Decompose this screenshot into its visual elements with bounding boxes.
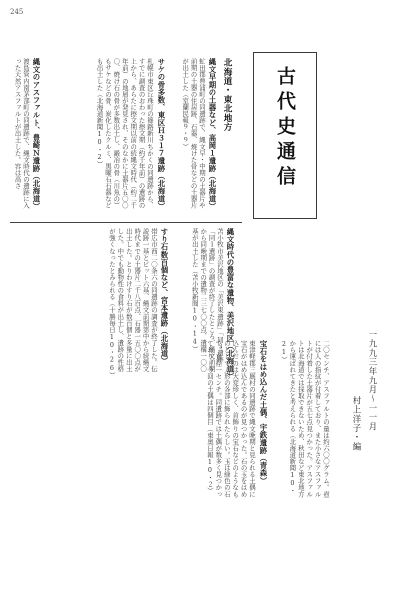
article-body: 渡島管内南茅部町の同遺跡で、縄文時代の遺跡に入った天然アスファルトが出土した。容は高さ	[13, 58, 30, 209]
page-number: 245	[10, 8, 24, 16]
article-body: 二〇センチ、アスファルトの量は約六〇〇グラム。壺には人の指紋が付着しており、また小さなアスファルトが付着した土器片が五七点見つかった。アスファルトは北海道では採取できないため、秋田など東北地方から運ばれてきたと考えられる（北海道新聞10・21）	[279, 340, 330, 498]
article-heading: 縄文早期の土器など、高岡１遺跡（北海道）	[208, 58, 217, 210]
article-heading: 縄文のアスファルト、豊崎Ｎ遺跡（北海道）	[32, 58, 41, 210]
main-title: 古代史通信	[274, 66, 296, 191]
article-body: 苫小牧市美沢地区の「美沢東遺跡」「同３遺跡」「同１遺跡」の調査が終了したところ、縄文前期から同晩期までの遺物二三七〇〇点、遺構一〇〇基が出土した（苫小牧新聞10・14）	[190, 228, 224, 373]
divider-rule	[10, 222, 242, 223]
article-body: 帯広市西二〇条六の同遺跡の調査が終了した。伝説跡一基とピット六基、縄文前期第中から続縄文時代までの土器片二千八百点、石器一五〇〇点が出土した。とりわけすり石が数百個と多量に出土した。中でも動物性の食料が出土し、遺跡の性格が強くなったとみられる（十勝毎日10・26）	[107, 228, 158, 379]
volume-info: 一九九三年九月～一一月	[368, 330, 378, 432]
author: 村上洋子・編	[352, 396, 362, 452]
article-heading: サケの骨多数、東区Ｈ３１７遺跡（北海道）	[157, 58, 166, 210]
article-body: 虻田郡豊浦町の同遺跡で、縄文早・中期の土器片や前期の土器の住居跡、石器、焼けた骨などの土器片が出土した（室蘭民報９・９）	[181, 58, 206, 209]
article-heading: 縄文時代の豊富な遺物、美沢地区（北海道）	[226, 228, 235, 380]
article-body: 東津軽郡三厩村の同遺跡で縄文晩期と見られる土偶に宝石がはめ込んであるのが見つかった。石の玉をはめ込んだのは大変珍しく、首飾りの宝石などのようなものとして人形の各部に飾られたらしい。玉は緑色の石で、直径一センチ。同遺跡では土偶が数多く見つかっており、今回の土偶は四個目（東奥日報10・２）	[205, 340, 256, 498]
article-body: 札幌市東区丘珠町の篠路新川ちかくの同遺跡から、すでに調査のおわった擦文期（約千年前）の遺跡の上から、あらたに擦文期以前の続縄文時代（約二千年前）の地層が発見され、そのなかに土器片五〇〇〇、焼け石の骨が多数出土し、鍛冶の骨（川魚の）もサケなどの骨、炭化したクルミ、黒曜石石器なども出土した（北海道新聞10・2）	[95, 58, 154, 209]
article-heading: 宝石をはめ込んだ土偶、宇鉄遺跡（青森）	[259, 340, 268, 485]
article-heading: すり石数百個など、宮本遺跡（北海道）	[160, 228, 169, 365]
region-title: 北海道・東北地方	[222, 58, 232, 132]
